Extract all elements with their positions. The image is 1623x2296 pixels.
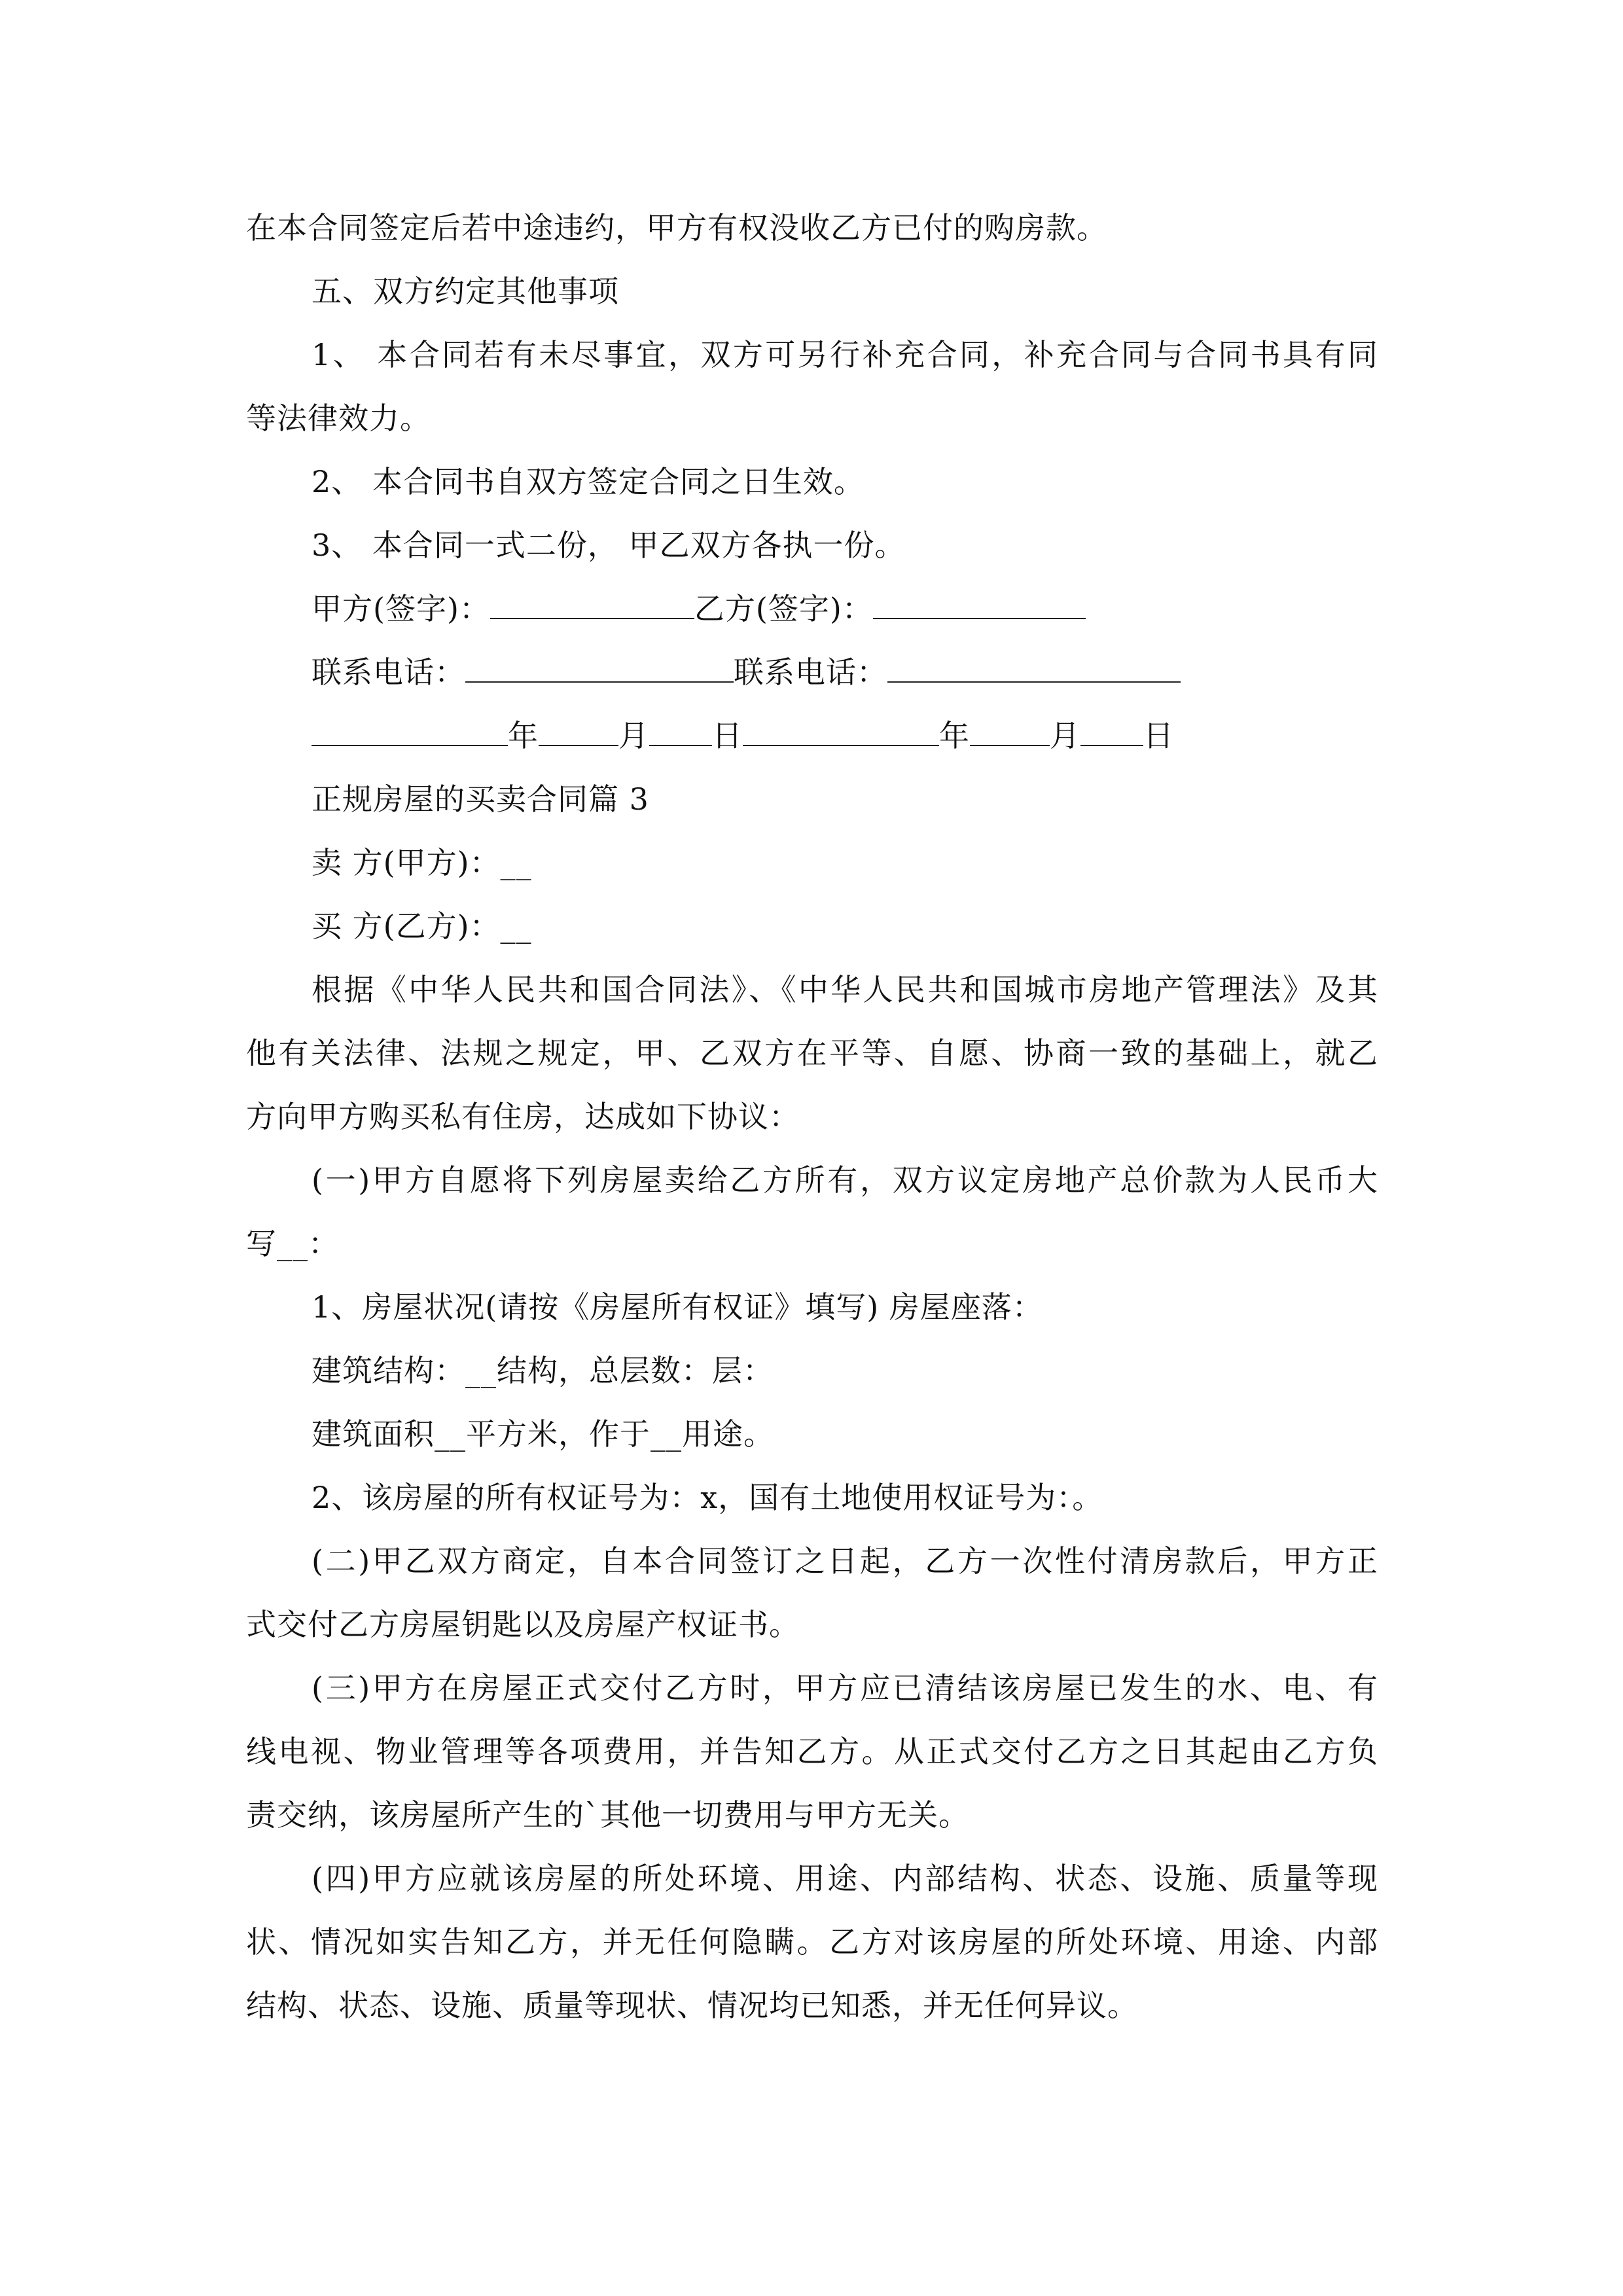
paragraph-line: 式交付乙方房屋钥匙以及房屋产权证书。 [246, 1607, 800, 1642]
paragraph-line: 结构、状态、设施、质量等现状、情况均已知悉，并无任何异议。 [246, 1988, 1138, 2023]
clause-2-line: (二)甲乙双方商定，自本合同签订之日起，乙方一次性付清房款后，甲方正 [312, 1543, 1378, 1579]
date-year-label-b: 年 [939, 718, 970, 753]
paragraph-line: 状、情况如实告知乙方，并无任何隐瞒。乙方对该房屋的所处环境、用途、内部 [246, 1924, 1378, 1960]
section-heading: 五、双方约定其他事项 [312, 274, 619, 309]
date-month-blank-a [539, 706, 618, 746]
date-day-blank-b [1080, 706, 1143, 746]
paragraph-line: 线电视、物业管理等各项费用，并告知乙方。从正式交付乙方之日其起由乙方负 [246, 1734, 1378, 1769]
paragraph-line: 写__： [246, 1226, 339, 1261]
date-month-label-a: 月 [618, 718, 649, 753]
paragraph-line: 根据《中华人民共和国合同法》、《中华人民共和国城市房地产管理法》及其 [312, 972, 1378, 1007]
paragraph-line: 他有关法律、法规之规定，甲、乙双方在平等、自愿、协商一致的基础上，就乙 [246, 1035, 1378, 1071]
paragraph-line: 3、 本合同一式二份， 甲乙双方各执一份。 [312, 528, 906, 563]
seller-line: 卖 方(甲方)：__ [312, 845, 532, 880]
party-a-phone-blank [465, 642, 734, 683]
paragraph-line: 建筑结构：__结构，总层数：层： [312, 1353, 774, 1388]
date-day-blank-a [649, 706, 712, 746]
clause-3-line: (三)甲方在房屋正式交付乙方时，甲方应已清结该房屋已发生的水、电、有 [312, 1670, 1378, 1706]
date-year-blank-a [312, 706, 508, 746]
signature-line [246, 577, 1378, 641]
date-month-label-b: 月 [1050, 718, 1080, 753]
party-b-phone-blank [887, 642, 1181, 683]
paragraph-line: 1、房屋状况(请按《房屋所有权证》填写) 房屋座落： [312, 1289, 1043, 1325]
document-body [246, 196, 1378, 2037]
party-b-phone-label: 联系电话： [734, 655, 887, 690]
paragraph-line: 2、该房屋的所有权证号为：x，国有土地使用权证号为：。 [312, 1480, 1103, 1515]
paragraph-line: 责交纳，该房屋所产生的`其他一切费用与甲方无关。 [246, 1797, 969, 1833]
clause-1-line: (一)甲方自愿将下列房屋卖给乙方所有，双方议定房地产总价款为人民币大 [312, 1162, 1378, 1198]
date-day-label-a: 日 [712, 718, 743, 753]
party-b-signature-blank [873, 579, 1086, 619]
date-line [246, 704, 1378, 768]
paragraph-line: 等法律效力。 [246, 401, 431, 436]
buyer-line: 买 方(乙方)：__ [312, 908, 532, 944]
paragraph-line: 2、 本合同书自双方签定合同之日生效。 [312, 464, 865, 499]
date-day-label-b: 日 [1143, 718, 1174, 753]
date-year-blank-b [743, 706, 939, 746]
paragraph-line: 建筑面积__平方米，作于__用途。 [312, 1416, 774, 1452]
date-month-blank-b [970, 706, 1050, 746]
party-b-signature-label: 乙方(签字)： [694, 591, 873, 626]
paragraph-line: 在本合同签定后若中途违约，甲方有权没收乙方已付的购房款。 [246, 210, 1107, 245]
clause-4-line: (四)甲方应就该房屋的所处环境、用途、内部结构、状态、设施、质量等现 [312, 1861, 1378, 1896]
party-a-signature-label: 甲方(签字)： [312, 591, 490, 626]
paragraph-line: 方向甲方购买私有住房，达成如下协议： [246, 1099, 800, 1134]
phone-line [246, 641, 1378, 704]
date-year-label-a: 年 [508, 718, 539, 753]
party-a-phone-label: 联系电话： [312, 655, 465, 690]
contract-title: 正规房屋的买卖合同篇 3 [312, 781, 649, 817]
party-a-signature-blank [490, 579, 694, 619]
paragraph-line: 1、 本合同若有未尽事宜，双方可另行补充合同，补充合同与合同书具有同 [312, 337, 1378, 372]
